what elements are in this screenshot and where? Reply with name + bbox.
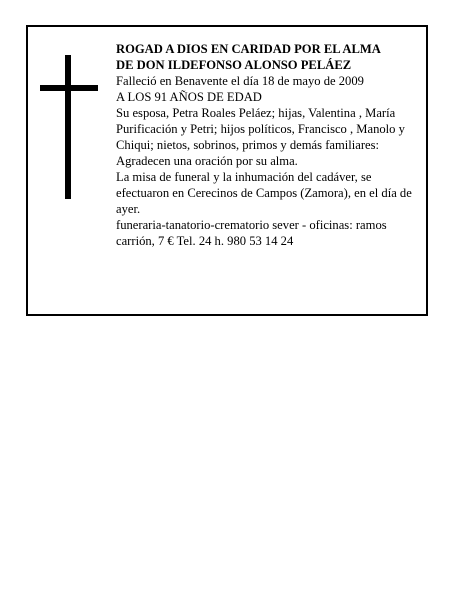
family-paragraph: Su esposa, Petra Roales Peláez; hijas, Valentina , María Purificación y Petri; hijos políticos, Francisco , Manolo y Chiqui; nietos, sobrinos, primos y demás familiares: — [116, 106, 405, 152]
cross-horizontal-bar — [40, 85, 98, 91]
latin-cross-icon — [40, 55, 100, 199]
death-info: Falleció en Benavente el día 18 de mayo de 2009 — [116, 74, 364, 88]
notice-text — [116, 41, 418, 249]
funeral-paragraph: La misa de funeral y la inhumación del cadáver, se efectuaron en Cerecinos de Campos (Zamora), en el día de ayer. — [116, 170, 412, 216]
obituary-notice — [26, 25, 428, 316]
age-line: A LOS 91 AÑOS DE EDAD — [116, 90, 262, 104]
notice-heading-line1: ROGAD A DIOS EN CARIDAD POR EL ALMA — [116, 42, 381, 56]
thanks-line: Agradecen una oración por su alma. — [116, 154, 298, 168]
funeral-home-info: funeraria-tanatorio-crematorio sever - oficinas: ramos carrión, 7 € Tel. 24 h. 980 53 14 24 — [116, 218, 387, 248]
cross-vertical-bar — [65, 55, 71, 199]
notice-heading-line2: DE DON ILDEFONSO ALONSO PELÁEZ — [116, 58, 352, 72]
